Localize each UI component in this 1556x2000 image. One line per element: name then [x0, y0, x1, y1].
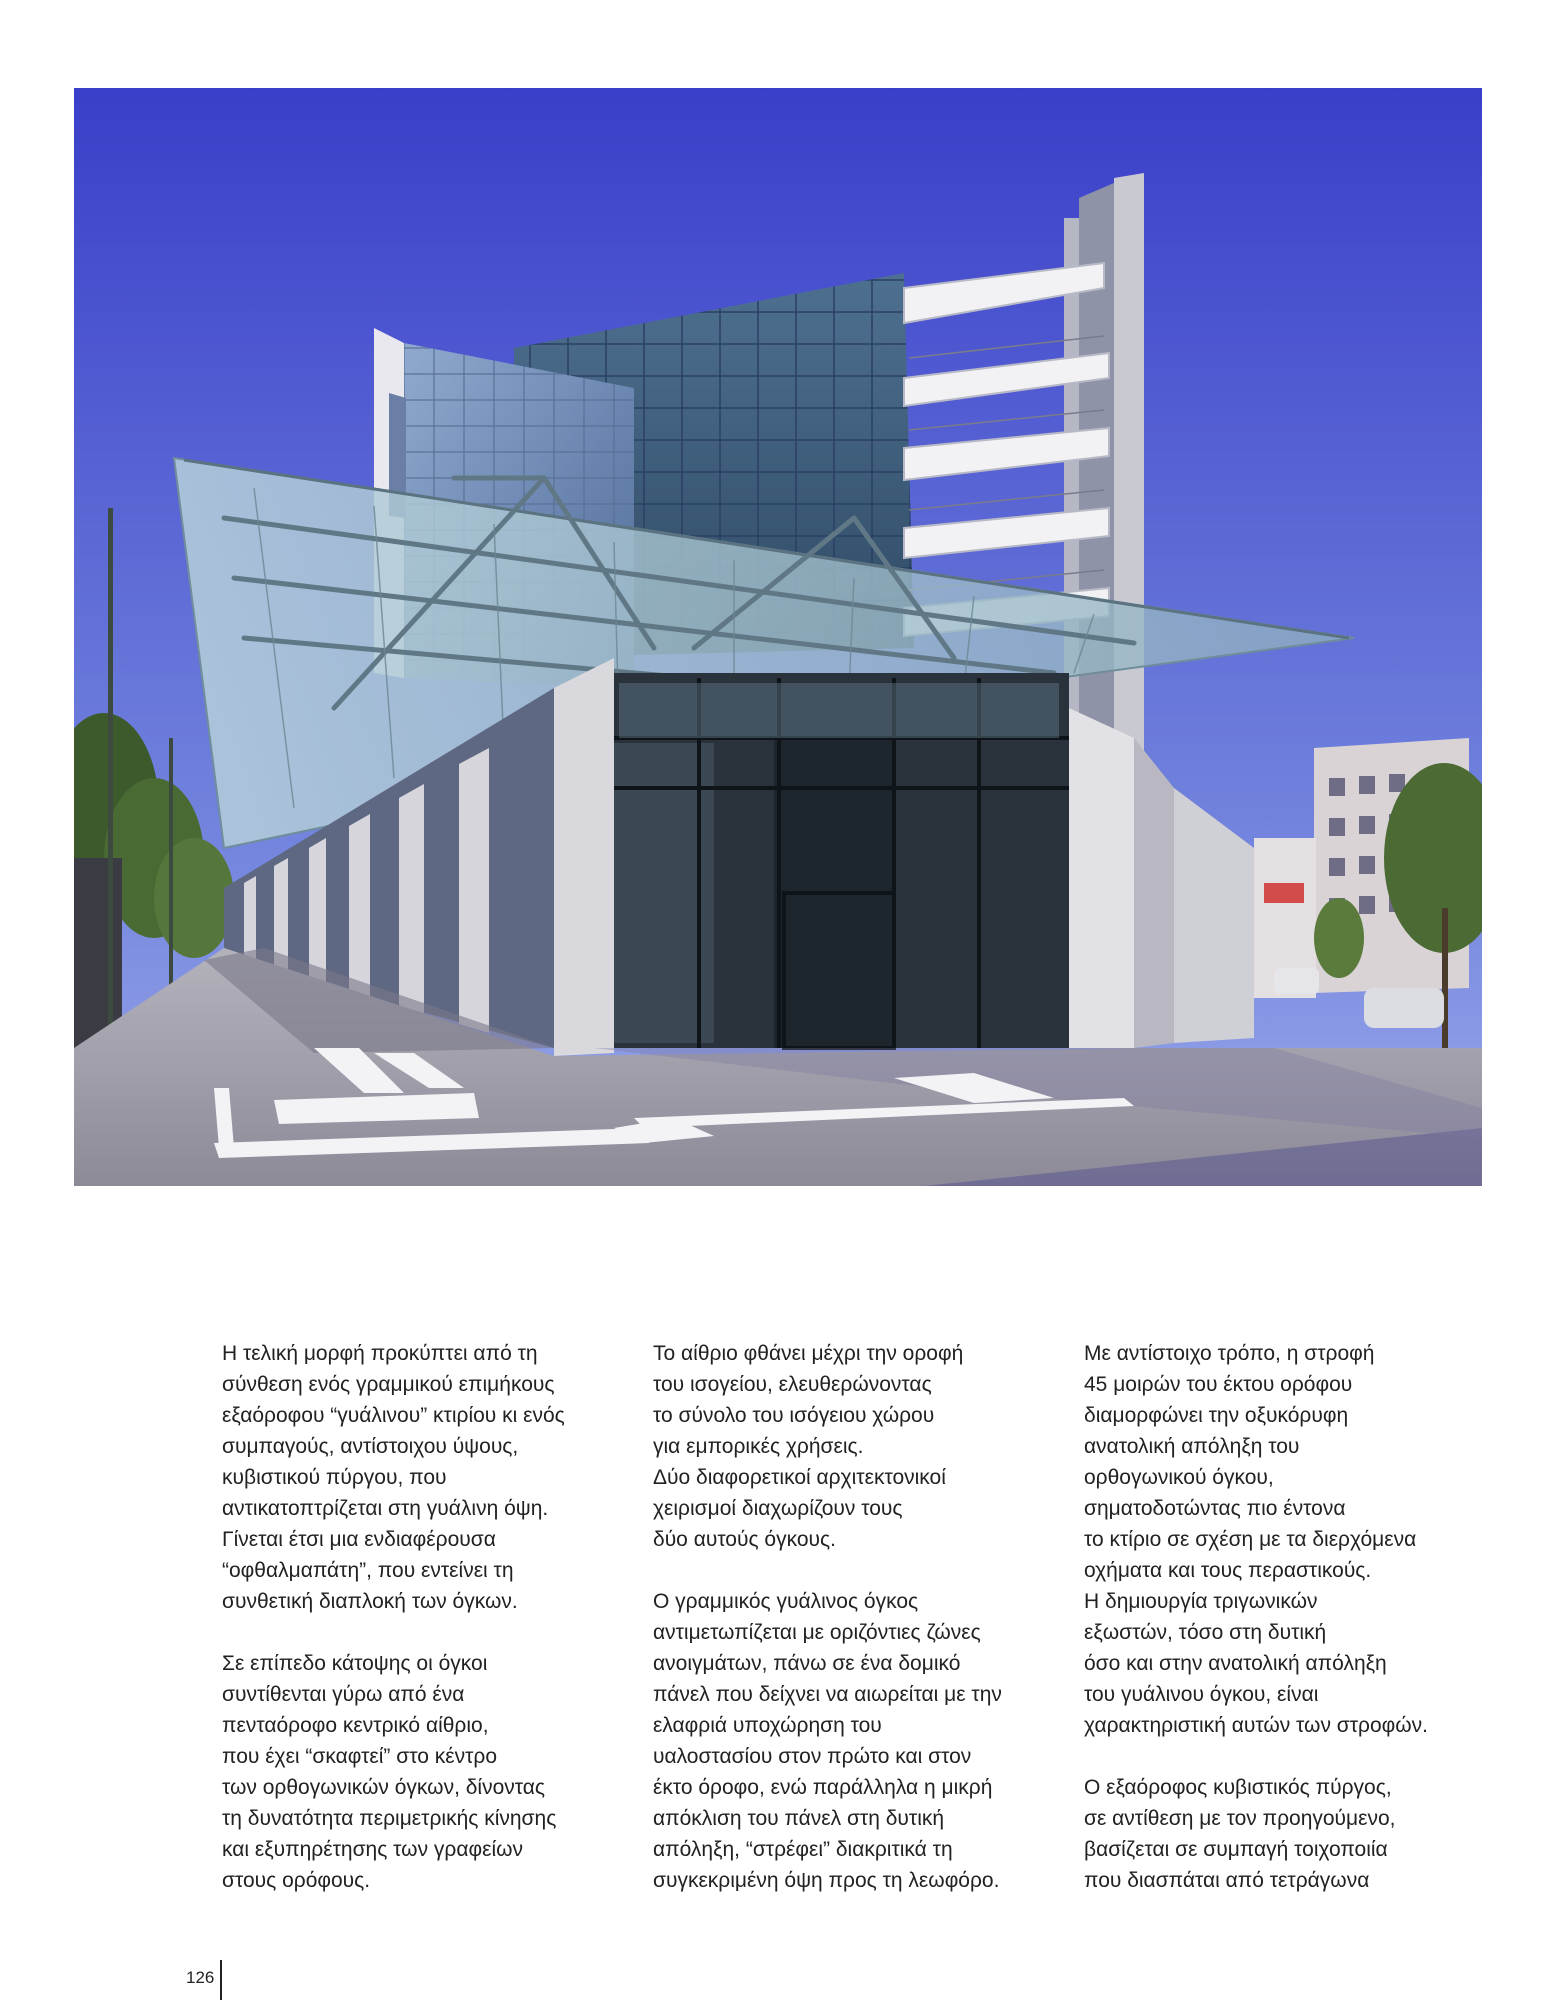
paragraph: Ο εξαόροφος κυβιστικός πύργος, σε αντίθεση με τον προηγούμενο, βασίζεται σε συμπαγή τοιχοποιία που διασπάται από τετράγωνα	[1084, 1776, 1396, 1892]
text-column-3	[1084, 1338, 1504, 1927]
building-illustration	[74, 88, 1482, 1186]
text-column-1	[222, 1338, 642, 1927]
paragraph: Με αντίστοιχο τρόπο, η στροφή 45 μοιρών του έκτου ορόφου διαμορφώνει την οξυκόρυφη ανατολική απόληξη του ορθογωνικού όγκου, σηματοδοτώντας πιο έντονα το κτίριο σε σχέση με τα διερχόμενα οχήματα και τους περαστικούς. Η δημιουργία τριγωνικών εξωστών, τόσο στη δυτική όσο και στην ανατολική απόληξη του γυάλινου όγκου, είναι χαρακτηριστική αυτών των στροφών.	[1084, 1342, 1429, 1737]
paragraph: Η τελική μορφή προκύπτει από τη σύνθεση ενός γραμμικού επιμήκους εξαόροφου “γυάλινου” κτιρίου κι ενός συμπαγούς, αντίστοιχου ύψους, κυβιστικού πύργου, που αντικατοπτρίζεται στη γυάλινη όψη. Γίνεται έτσι μια ενδιαφέρουσα “οφθαλμαπάτη”, που εντείνει τη συνθετική διαπλοκή των όγκων.	[222, 1342, 565, 1613]
building-photo	[74, 88, 1482, 1186]
page-number: 126	[186, 1968, 215, 1987]
text-column-2	[653, 1338, 1073, 1927]
paragraph: Το αίθριο φθάνει μέχρι την οροφή του ισογείου, ελευθερώνοντας το σύνολο του ισόγειου χώρου για εμπορικές χρήσεις. Δύο διαφορετικοί αρχιτεκτονικοί χειρισμοί διαχωρίζουν τους δύο αυτούς όγκους.	[653, 1342, 964, 1551]
folio-rule	[220, 1960, 222, 2000]
paragraph: Ο γραμμικός γυάλινος όγκος αντιμετωπίζεται με οριζόντιες ζώνες ανοιγμάτων, πάνω σε ένα δομικό πάνελ που δείχνει να αιωρείται με την ελαφριά υποχώρηση του υαλοστασίου στον πρώτο και στον έκτο όροφο, ενώ παράλληλα η μικρή απόκλιση του πάνελ στη δυτική απόληξη, “στρέφει” διακριτικά τη συγκεκριμένη όψη προς τη λεωφόρο.	[653, 1590, 1002, 1892]
paragraph: Σε επίπεδο κάτοψης οι όγκοι συντίθενται γύρω από ένα πενταόροφο κεντρικό αίθριο, που έχει “σκαφτεί” στο κέντρο των ορθογωνικών όγκων, δίνοντας τη δυνατότητα περιμετρικής κίνησης και εξυπηρέτησης των γραφείων στους ορόφους.	[222, 1652, 557, 1892]
